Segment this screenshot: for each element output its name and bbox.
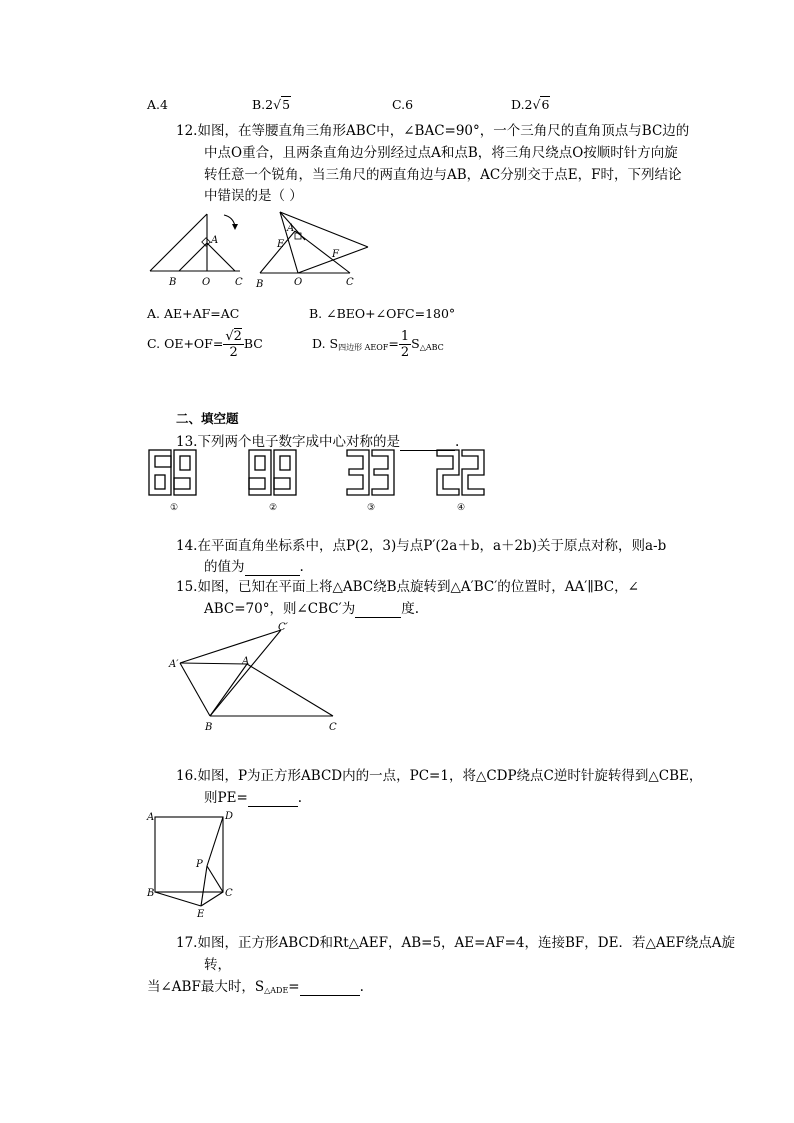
q12-line-3: 转任意一个锐角，当三角尺的两直角边与AB，AC分别交于点E，F时，下列结论: [204, 167, 682, 183]
q11-option-b: B.2√5: [252, 97, 291, 112]
q13-label-2: ②: [269, 503, 278, 513]
fig2-label-o: O: [294, 277, 303, 288]
q17-line-1: 17.如图，正方形ABCD和Rt△AEF，AB=5，AE=AF=4，连接BF，DE．若△AEF绕点A旋: [176, 935, 736, 951]
q15-figure: [165, 618, 350, 738]
q11-option-c: C.6: [392, 97, 414, 112]
section-title: 二、填空题: [176, 411, 239, 426]
fig1-label-a: A: [211, 235, 219, 246]
fig2-label-c: C: [346, 277, 354, 288]
q15-label-a: A: [242, 656, 250, 667]
q16-label-e: E: [197, 909, 205, 920]
q17-line-3: 当∠ABF最大时，$S_{\triangle ADE}=$ .: [147, 979, 364, 995]
q16-label-d: D: [225, 811, 234, 822]
q12-line-1: 12.如图，在等腰直角三角形ABC中，∠BAC=90°，一个三角尺的直角顶点与BC边的: [176, 123, 690, 139]
q12-figure-2: [250, 205, 380, 295]
fig1-label-c: C: [235, 277, 243, 288]
q12-option-c: C. OE+OF= $\frac{√2}{2}$ BC: [147, 329, 263, 360]
q15-line-1: 15.如图，已知在平面上将△ABC绕B点旋转到△A′BC′的位置时，AA′∥BC，∠: [176, 579, 639, 595]
fig1-label-b: B: [169, 277, 177, 288]
q16-label-a: A: [147, 812, 155, 823]
q12-option-a: A. AE+AF=AC: [147, 306, 240, 321]
q12-line-4: 中错误的是（ ）: [204, 188, 303, 204]
q15-label-b: B: [205, 722, 213, 733]
q13-label-4: ④: [457, 503, 466, 513]
q12-option-b: B. ∠BEO+∠OFC=180°: [309, 306, 456, 321]
q15-label-a1: A′: [169, 659, 179, 670]
q11-option-a: A.4: [147, 97, 168, 112]
fig1-label-o: O: [202, 277, 211, 288]
q15-label-c1: C′: [278, 622, 288, 633]
q13-label-1: ①: [170, 503, 179, 513]
q12-line-2: 中点O重合，且两条直角边分别经过点A和点B，将三角尺绕点O按顺时针方向旋: [204, 145, 678, 161]
q16-label-p: P: [196, 859, 203, 870]
q15-line-2: ABC=70°，则∠CBC′为 度.: [204, 601, 419, 617]
q12-option-d: D. $S_{四边形 AEOF}=$ $\frac{1}{2}$ $S_{\triangle ABC}$: [312, 329, 444, 360]
q16-figure: [143, 808, 243, 920]
q15-label-c: C: [329, 722, 337, 733]
q16-label-b: B: [147, 888, 155, 899]
q16-label-c: C: [225, 888, 233, 899]
fig2-label-b: B: [256, 279, 264, 290]
q13-text: 13.下列两个电子数字成中心对称的是 .: [176, 434, 460, 450]
fig2-label-f: F: [332, 249, 339, 260]
fig2-label-e: E: [277, 239, 285, 250]
q17-line-2: 转，: [204, 957, 231, 973]
q11-option-d: D.2√6: [511, 97, 550, 112]
q16-line-1: 16.如图，P为正方形ABCD内的一点，PC=1，将△CDP绕点C逆时针旋转得到△CBE，: [176, 768, 703, 784]
q14-line-2: 的值为 .: [204, 559, 304, 575]
fig2-label-a: A: [287, 223, 295, 234]
q16-line-2: 则PE= .: [204, 790, 303, 806]
q12-figure-1: [140, 205, 250, 295]
q14-line-1: 14.在平面直角坐标系中，点P(2，3)与点P′(2a＋b，a＋2b)关于原点对称，则a-b: [176, 538, 667, 554]
q13-label-3: ③: [367, 503, 376, 513]
q13-digits-figure: [145, 448, 505, 514]
